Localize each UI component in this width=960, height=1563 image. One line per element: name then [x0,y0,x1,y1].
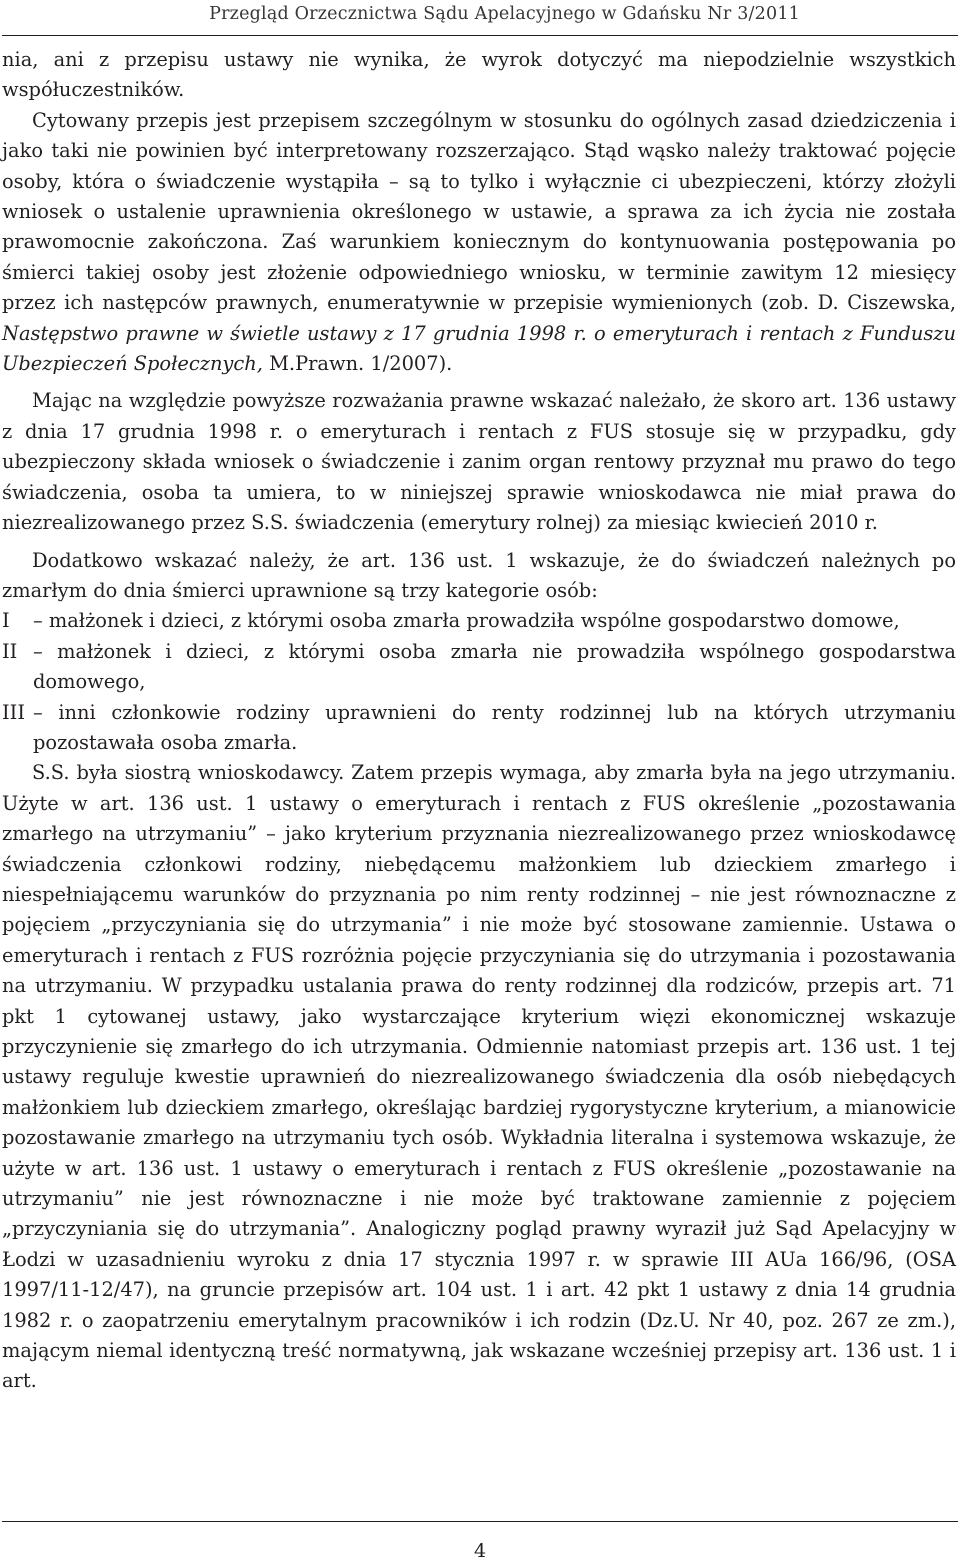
list-item-number: III [2,700,25,724]
list-item-text: – inni członkowie rodziny uprawnieni do renty rodzinnej lub na których utrzymaniu pozostawała osoba zmarła. [33,700,956,754]
list-item-text: – małżonek i dzieci, z którymi osoba zmarła prowadziła wspólne gospodarstwo domowe, [33,609,900,633]
citation-title: Następstwo prawne w świetle ustawy z 17 grudnia 1998 r. o emeryturach i rentach z Funduszu Ubezpieczeń Społecznych, [2,321,956,376]
footer-rule [2,1521,958,1522]
page-body [2,45,956,1397]
list-item-number: I [2,609,10,633]
paragraph-2 [2,106,956,380]
list-item-text: – małżonek i dzieci, z którymi osoba zmarła nie prowadziła wspólnego gospodarstwa domowego, [33,639,956,694]
list-item [2,698,956,759]
list-item [2,606,956,636]
category-list [2,606,956,758]
paragraph-2-text: Cytowany przepis jest przepisem szczególnym w stosunku do ogólnych zasad dziedziczenia i jako taki nie powinien być interpretowany rozszerzająco. Stąd wąsko należy traktować pojęcie osoby, która o świadczenie wystąpiła – są to tylko i wyłącznie ci ubezpieczeni, którzy złożyli wniosek o ustalenie uprawnienia określonego w ustawie, a sprawa za ich życia nie została prawomocnie zakończona. Zaś warunkiem koniecznym do kontynuowania postępowania po śmierci takiej osoby jest złożenie odpowiedniego wniosku, w terminie zawitym 12 miesięcy przez ich następców prawnych, enumeratywnie w przepisie wymienionych (zob. D. Ciszewska, [2,108,956,315]
header-rule [2,35,958,36]
page-number: 4 [473,1540,487,1562]
list-item-number: II [2,639,18,663]
list-item [2,637,956,698]
paragraph-4: Dodatkowo wskazać należy, że art. 136 ust. 1 wskazuje, że do świadczeń należnych po zmarłym do dnia śmierci uprawnione są trzy kategorie osób: [2,548,956,602]
paragraph-5: S.S. była siostrą wnioskodawcy. Zatem przepis wymaga, aby zmarła była na jego utrzymaniu. Użyte w art. 136 ust. 1 ustawy o emeryturach i rentach z FUS określenie „pozostawania zmarłego na utrzymaniu” – jako kryterium przyznania niezrealizowanego przez wnioskodawcę świadczenia członkowi rodziny, niebędącemu małżonkiem lub dzieckiem zmarłego i niespełniającemu warunków do przyznania po nim renty rodzinnej – nie jest równoznaczne z pojęciem „przyczyniania się do utrzymania” i nie może być stosowane zamiennie. Ustawa o emeryturach i rentach z FUS rozróżnia pojęcie przyczyniania się do utrzymania i pozostawania na utrzymaniu. W przypadku ustalania prawa do renty rodzinnej dla rodziców, przepis art. 71 pkt 1 cytowanej ustawy, jako wystarczające kryterium więzi ekonomicznej wskazuje przyczynienie się zmarłego do ich utrzymania. Odmiennie natomiast przepis art. 136 ust. 1 tej ustawy reguluje kwestie uprawnień do niezrealizowanego świadczenia dla osób niebędących małżonkiem lub dzieckiem zmarłego, określając bardziej rygorystyczne kryterium, a mianowicie pozostawanie zmarłego na utrzymaniu tych osób. Wykładnia literalna i systemowa wskazuje, że użyte w art. 136 ust. 1 ustawy o emeryturach i rentach z FUS określenie „pozostawanie na utrzymaniu” nie jest równoznaczne i nie może być traktowane zamiennie z pojęciem „przyczyniania się do utrzymania”. Analogiczny pogląd prawny wyraził już Sąd Apelacyjny w Łodzi w uzasadnieniu wyroku z dnia 17 stycznia 1997 r. w sprawie III AUa 166/96, (OSA 1997/11-12/47), na gruncie przepisów art. 104 ust. 1 i art. 42 pkt 1 ustawy z dnia 14 grudnia 1982 r. o zaopatrzeniu emerytalnym pracowników i ich rodzin (Dz.U. Nr 40, poz. 267 ze zm.), mającym niemal identyczną treść normatywną, jak wskazane wcześniej przepisy art. 136 ust. 1 i art. [2,761,956,1393]
citation-source: M.Prawn. 1/2007). [262,352,453,376]
paragraph-continuation: nia, ani z przepisu ustawy nie wynika, że wyrok dotyczyć ma niepodzielnie wszystkich współuczestników. [2,48,956,102]
paragraph-3: Mając na względzie powyższe rozważania prawne wskazać należało, że skoro art. 136 ustawy z dnia 17 grudnia 1998 r. o emeryturach i rentach z FUS stosuje się w przypadku, gdy ubezpieczony składa wniosek o świadczenie i zanim organ rentowy przyznał mu prawo do tego świadczenia, osoba ta umiera, to w niniejszej sprawie wnioskodawca nie miał prawa do niezrealizowanego przez S.S. świadczenia (emerytury rolnej) za miesiąc kwiecień 2010 r. [2,389,956,535]
running-header: Przegląd Orzecznictwa Sądu Apelacyjnego w Gdańsku Nr 3/2011 [209,4,800,24]
